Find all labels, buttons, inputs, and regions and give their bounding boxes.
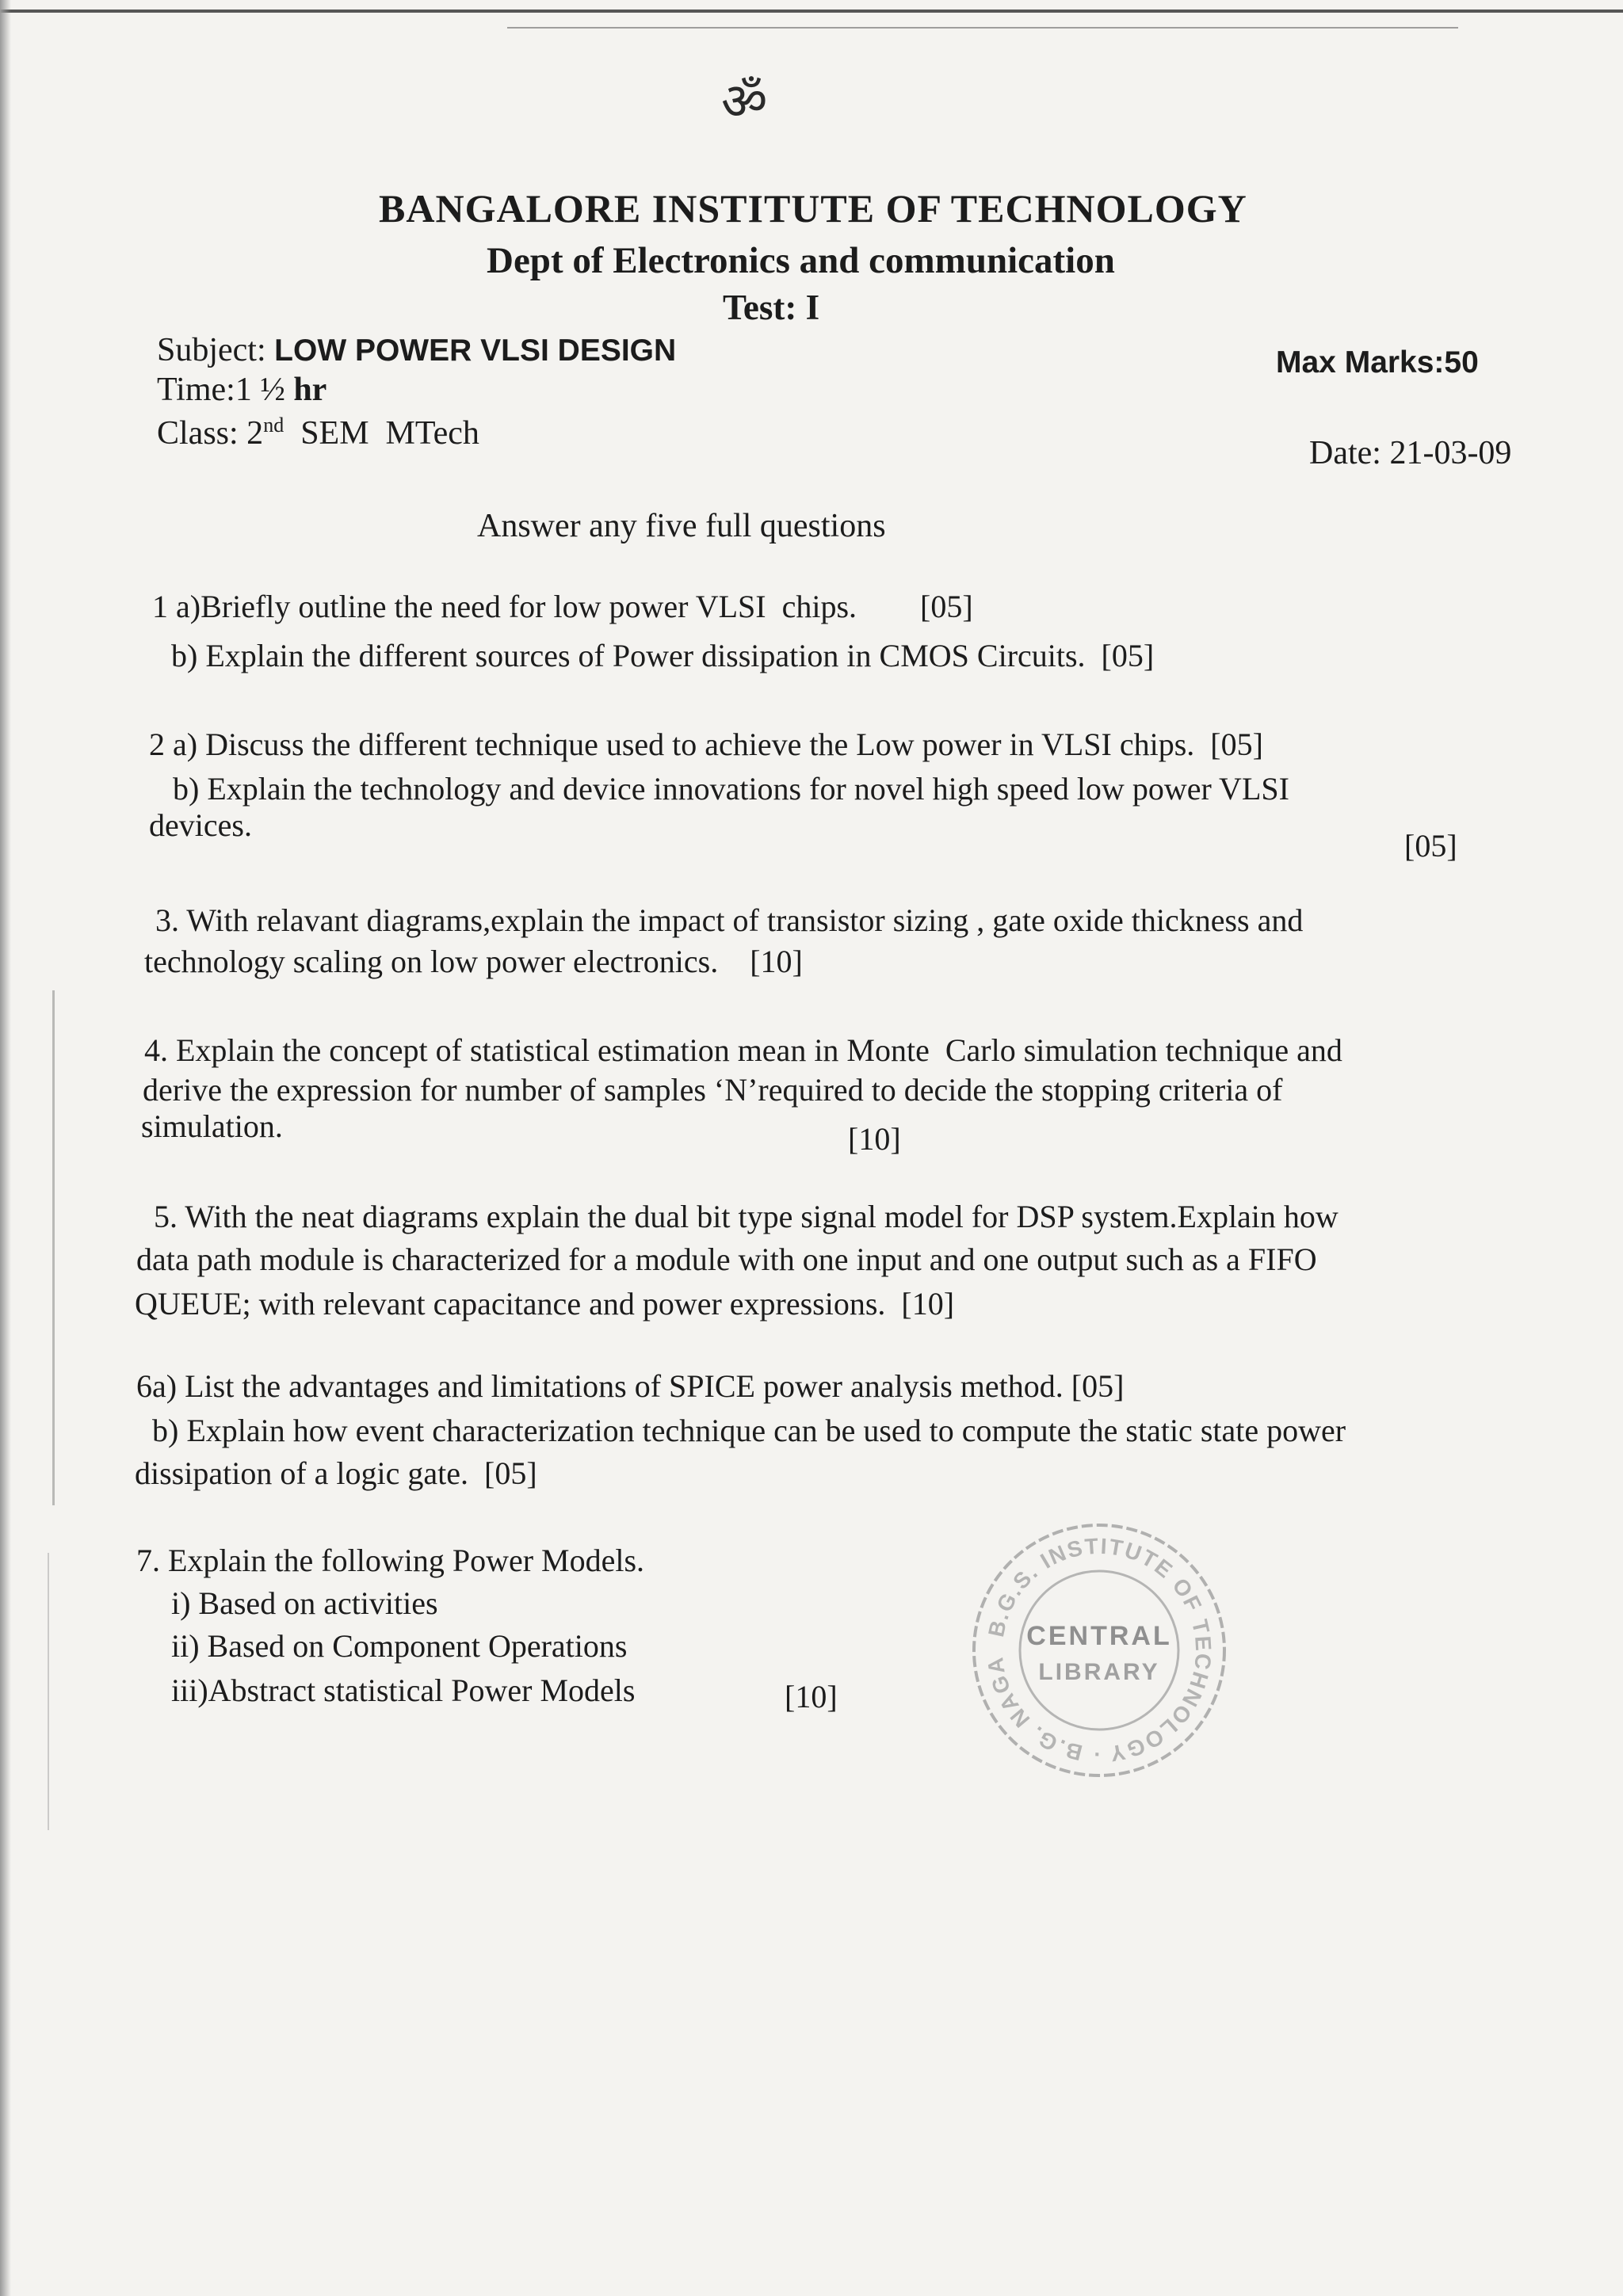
question-2-line-3: devices.	[149, 807, 252, 843]
institute-title: BANGALORE INSTITUTE OF TECHNOLOGY	[379, 186, 1247, 231]
question-6-line-2: b) Explain how event characterization technique can be used to compute the static state power	[136, 1413, 1346, 1448]
question-2-line-2: b) Explain the technology and device innovations for novel high speed low power VLSI	[149, 771, 1289, 807]
question-7-item-3: iii)Abstract statistical Power Models	[171, 1672, 636, 1708]
class-suffix: SEM MTech	[284, 415, 479, 452]
test-title: Test: I	[723, 288, 820, 327]
question-6-line-3: dissipation of a logic gate. [05]	[135, 1455, 537, 1491]
question-7-marks: [10]	[785, 1679, 838, 1714]
question-4-line-2: derive the expression for number of samples ‘N’required to decide the stopping criteria of	[143, 1072, 1283, 1108]
left-scan-shadow	[0, 0, 11, 2296]
question-4-line-3: simulation.	[141, 1108, 283, 1144]
top-scan-rule-secondary	[507, 27, 1458, 29]
time-line	[157, 371, 327, 409]
stamp-library-text: LIBRARY	[1038, 1659, 1160, 1685]
question-2-marks: [05]	[1404, 828, 1457, 864]
department-name: Dept of Electronics and communication	[487, 240, 1115, 281]
question-6-line-1: 6a) List the advantages and limitations of SPICE power analysis method. [05]	[136, 1368, 1125, 1404]
subject-label: Subject:	[157, 332, 275, 368]
subject-value: LOW POWER VLSI DESIGN	[274, 334, 677, 368]
exam-date: Date: 21-03-09	[1309, 435, 1512, 471]
question-1-line-2: b) Explain the different sources of Power dissipation in CMOS Circuits. [05]	[163, 638, 1155, 673]
stamp-graphic	[968, 1520, 1230, 1781]
class-prefix: Class: 2	[157, 415, 264, 452]
question-5-line-1: 5. With the neat diagrams explain the dual bit type signal model for DSP system.Explain how	[146, 1199, 1338, 1234]
stamp-ring-text: B.G.S. INSTITUTE OF TECHNOLOGY · B.G. NAGA	[982, 1533, 1216, 1768]
time-unit: hr	[293, 372, 327, 408]
subject-line	[157, 331, 676, 369]
left-margin-line	[52, 990, 55, 1505]
question-5-line-2: data path module is characterized for a module with one input and one output such as a FIFO	[136, 1241, 1317, 1277]
question-3-line-2: technology scaling on low power electronics. [10]	[144, 944, 803, 979]
library-stamp	[968, 1520, 1230, 1781]
question-5-line-3: QUEUE; with relevant capacitance and power expressions. [10]	[135, 1286, 955, 1322]
question-4-marks: [10]	[848, 1121, 901, 1157]
class-superscript: nd	[263, 414, 285, 437]
question-7-item-1: i) Based on activities	[171, 1585, 438, 1621]
om-symbol: ॐ	[721, 73, 768, 132]
max-marks: Max Marks:50	[1276, 345, 1479, 379]
question-1-line-1: 1 a)Briefly outline the need for low power VLSI chips. [05]	[152, 589, 973, 624]
question-7-line-1: 7. Explain the following Power Models.	[136, 1543, 645, 1578]
stamp-central-text: CENTRAL	[1026, 1621, 1172, 1651]
left-margin-line-lower	[48, 1553, 49, 1830]
question-4-line-1: 4. Explain the concept of statistical estimation mean in Monte Carlo simulation technique and	[144, 1032, 1342, 1068]
question-7-item-2: ii) Based on Component Operations	[171, 1628, 628, 1664]
time-label: Time:1 ½	[157, 372, 294, 408]
instructions: Answer any five full questions	[477, 508, 886, 544]
question-2-line-1: 2 a) Discuss the different technique used to achieve the Low power in VLSI chips. [05]	[149, 727, 1263, 762]
question-3-line-1: 3. With relavant diagrams,explain the impact of transistor sizing , gate oxide thickness and	[147, 902, 1304, 938]
top-scan-rule	[0, 10, 1623, 13]
class-line	[157, 414, 479, 452]
